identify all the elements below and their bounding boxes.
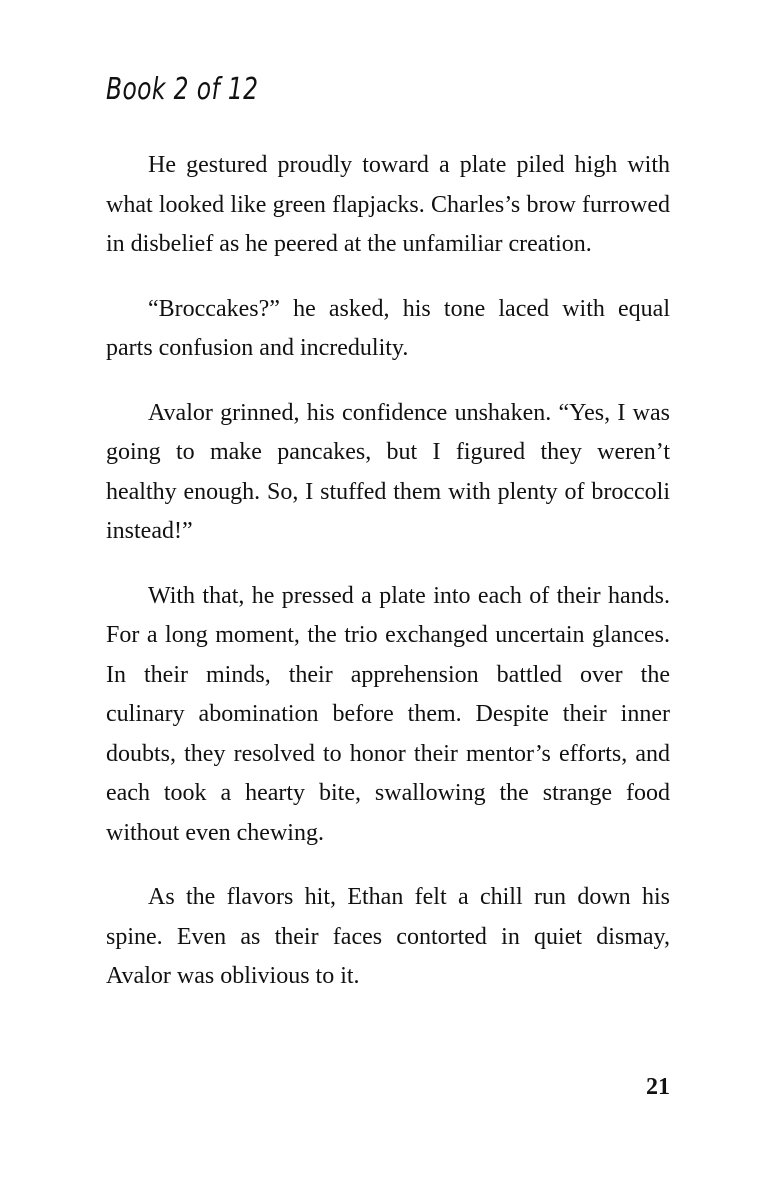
paragraph: “Broccakes?” he asked, his tone laced with equal parts confusion and incredulity. xyxy=(106,295,670,361)
paragraph: With that, he pressed a plate into each of their hands. For a long moment, the trio exchanged uncertain glances. In their minds, their apprehension battled over the culinary abomination before them. Despite their inner doubts, they resolved to honor their mentor’s efforts, and each took a hearty bite, swallowing the strange food without even chewing. xyxy=(106,582,670,846)
body-text xyxy=(106,146,670,1022)
paragraph: Avalor grinned, his confidence unshaken. “Yes, I was going to make pancakes, but I figured they weren’t healthy enough. So, I stuffed them with plenty of broccoli instead!” xyxy=(106,399,670,544)
page-number: 21 xyxy=(646,1074,670,1100)
paragraph: He gestured proudly toward a plate piled high with what looked like green flapjacks. Charles’s brow furrowed in disbelief as he peered at the unfamiliar creation. xyxy=(106,152,670,257)
paragraph: As the flavors hit, Ethan felt a chill run down his spine. Even as their faces contorted in quiet dismay, Avalor was oblivious to it. xyxy=(106,884,670,989)
running-header: Book 2 of 12 xyxy=(106,72,259,107)
